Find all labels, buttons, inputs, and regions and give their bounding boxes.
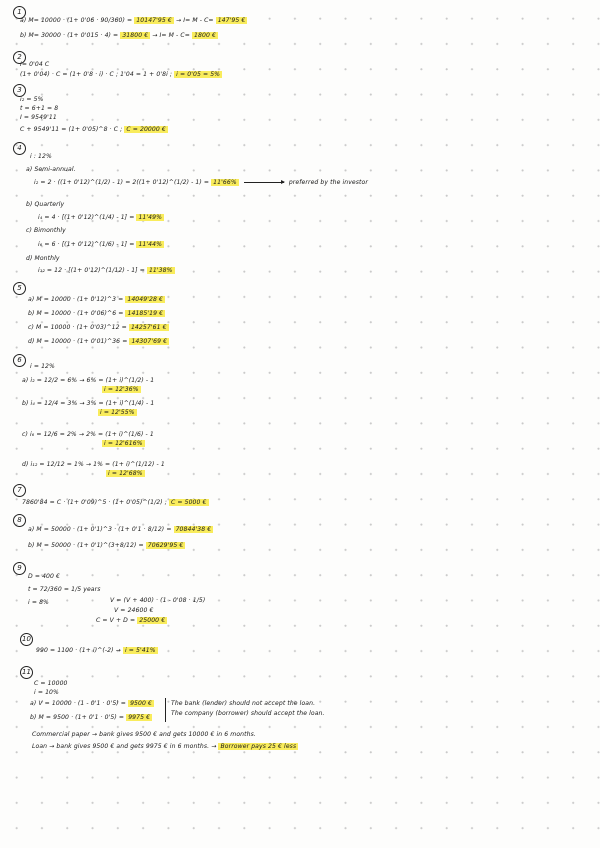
problem5-line-d <box>28 337 169 346</box>
problem5-eq-b: b) M = 10000 · (1+ 0'06)^6 = <box>28 310 124 317</box>
problem5-line-b <box>28 309 165 318</box>
problem3-highlight: C = 20000 € <box>126 126 166 133</box>
problem11-line-a <box>30 699 154 708</box>
problem1-arrow-b: → I= M - C= <box>152 32 190 39</box>
problem4-c-label: c) Bimonthly <box>26 227 66 234</box>
problem-number-10: 10 <box>20 633 33 646</box>
problem9-v-value: 24600 € <box>127 607 154 614</box>
problem8-eq-b: b) M = 50000 · (1+ 0'1)^(3+8/12) = <box>28 542 144 549</box>
problem-number-4: 4 <box>13 142 26 155</box>
problem-number-9: 9 <box>13 562 26 575</box>
problem1-eq-a: a) M= 10000 · (1+ 0'06 · 90/360) = <box>20 17 133 24</box>
problem7-eq: 7860'84 = C · (1+ 0'09)^5 · (1+ 0'05)^(1/2) ; <box>22 499 167 506</box>
problem8-line-a <box>28 525 213 534</box>
problem11-highlight-a: 9500 € <box>130 700 152 707</box>
problem1-highlight-a2: 147'95 € <box>217 17 246 24</box>
problem4-a-line <box>34 178 368 187</box>
problem11-note-2: The company (borrower) should accept the loan. <box>171 710 325 717</box>
problem6-line-b: b) i₄ = 12/4 = 3% → 3% = (1+ i)^(1/4) - 1 <box>22 400 155 407</box>
problem5-highlight-c: 14257'61 € <box>130 324 167 331</box>
problem4-a-highlight: 11'66% <box>213 179 237 186</box>
problem4-a-label: a) Semi-annual. <box>26 166 76 173</box>
problem5-highlight-d: 14307'69 € <box>131 338 168 345</box>
problem6-a-result <box>102 385 141 394</box>
problem11-loan-highlight: Borrower pays 25 € less <box>220 743 297 750</box>
problem1-line-b <box>20 31 218 40</box>
problem2-line-1: I= 0'04 C <box>20 61 50 68</box>
problem-number-3: 3 <box>13 84 26 97</box>
problem11-note-1: The bank (lender) should not accept the loan. <box>171 700 316 707</box>
problem9-right-1: V = (V + 400) · (1 - 0'08 · 1/5) <box>110 597 206 604</box>
problem4-c-highlight: 11'44% <box>138 241 163 248</box>
problem5-line-c <box>28 323 169 332</box>
problem5-eq-d: d) M = 10000 · (1+ 0'01)^36 = <box>28 338 128 345</box>
problem3-line-4 <box>20 125 168 134</box>
problem4-d-label: d) Monthly <box>26 255 60 262</box>
problem1-line-a <box>20 16 247 25</box>
problem-number-5: 5 <box>13 282 26 295</box>
problem11-line-1: C = 10000 <box>34 680 68 687</box>
problem6-line-d: d) i₁₂ = 12/12 = 1% → 1% = (1+ i)^(1/12) - 1 <box>22 461 165 468</box>
problem1-arrow-a: → I= M - C= <box>175 17 214 24</box>
problem6-c-result <box>102 439 145 448</box>
problem6-highlight-c: i = 12'616% <box>104 440 143 447</box>
problem8-line-b <box>28 541 185 550</box>
problem11-eq-b: b) M = 9500 · (1+ 0'1 · 0'5) = <box>30 714 125 721</box>
brace-icon <box>165 698 169 722</box>
problem9-c-label: C = V + D = <box>96 617 138 624</box>
problem5-eq-c: c) M = 10000 · (1+ 0'03)^12 = <box>28 324 127 331</box>
problem-number-1: 1 <box>13 6 26 19</box>
problem5-line-a <box>28 295 165 304</box>
problem6-highlight-a: i = 12'36% <box>104 386 139 393</box>
problem4-a-note: preferred by the investor <box>288 179 368 186</box>
problem4-b-line <box>38 213 164 222</box>
problem9-line-2: t = 72/360 = 1/5 years <box>28 586 101 593</box>
problem6-highlight-d: i = 12'68% <box>108 470 143 477</box>
problem4-d-highlight: 11'38% <box>148 267 173 274</box>
problem3-eq: C + 9549'11 = (1+ 0'05)^8 · C ; <box>20 126 123 133</box>
problem4-b-label: b) Quarterly <box>26 201 65 208</box>
problem9-right-3 <box>96 616 167 625</box>
problem6-d-result <box>106 469 145 478</box>
problem9-line-1: D = 400 € <box>28 573 61 580</box>
problem11-eq-a: a) V = 10000 · (1 - 0'1 · 0'5) = <box>30 700 127 707</box>
arrow-icon <box>244 182 284 183</box>
problem2-eq: (1+ 0'04) · C = (1+ 0'8 · i) · C ; 1'04 = 1 + 0'8i ; <box>20 71 173 78</box>
problem5-highlight-a: 14049'28 € <box>127 296 163 303</box>
problem4-b-highlight: 11'49% <box>138 214 163 221</box>
problem9-line-3: i = 8% <box>28 599 49 606</box>
problem11-loan-text: Loan → bank gives 9500 € and gets 9975 € in 6 months. → <box>32 743 217 750</box>
problem7-highlight: C = 5000 € <box>170 499 207 506</box>
problem-number-2: 2 <box>13 51 26 64</box>
problem2-line-2 <box>20 70 222 79</box>
problem10-line <box>36 646 158 655</box>
problem6-line-a: a) i₂ = 12/2 = 6% → 6% = (1+ i)^(1/2) - 1 <box>22 377 155 384</box>
problem8-eq-a: a) M = 50000 · (1+ 0'1)^3 · (1+ 0'1 · 8/12) = <box>28 526 172 533</box>
problem-number-11: 11 <box>20 666 33 679</box>
problem6-line-c: c) i₆ = 12/6 = 2% → 2% = (1+ i)^(1/6) - 1 <box>22 431 154 438</box>
problem-number-7: 7 <box>13 484 26 497</box>
problem3-line-3: I = 9549'11 <box>20 114 57 121</box>
problem4-b-eq: i₄ = 4 · [(1+ 0'12)^(1/4) - 1] = <box>38 214 135 221</box>
problem11-line-b <box>30 713 152 722</box>
problem8-highlight-b: 70629'95 € <box>147 542 184 549</box>
problem9-right-2 <box>114 606 153 615</box>
problem5-eq-a: a) M = 10000 · (1+ 0'12)^3 = <box>28 296 124 303</box>
problem-number-6: 6 <box>13 354 26 367</box>
problem9-v-label: V = <box>114 607 128 614</box>
problem1-eq-b: b) M= 30000 · (1+ 0'015 · 4) = <box>20 32 119 39</box>
problem11-loan <box>32 742 298 751</box>
problem1-highlight-b2: 1800 € <box>194 32 216 39</box>
problem10-highlight: i = 5'41% <box>124 647 156 654</box>
problem4-c-line <box>38 240 164 249</box>
problem3-line-1: i₂ = 5% <box>20 96 44 103</box>
problem1-highlight-b: 31800 € <box>122 32 149 39</box>
problem6-b-result <box>98 408 137 417</box>
problem6-highlight-b: i = 12'55% <box>100 409 135 416</box>
problem3-line-2: t = 6+1 = 8 <box>20 105 59 112</box>
problem9-highlight: 25000 € <box>139 617 166 624</box>
problem5-highlight-b: 14185'19 € <box>127 310 164 317</box>
problem1-highlight-a: 10147'95 € <box>136 17 172 24</box>
problem4-a-eq: i₂ = 2 · ((1+ 0'12)^(1/2) - 1) = 2((1+ 0'12)^(1/2) - 1) = <box>34 179 210 186</box>
problem11-line-2: i = 10% <box>34 689 59 696</box>
problem4-d-line <box>38 266 175 275</box>
problem4-c-eq: i₆ = 6 · [(1+ 0'12)^(1/6) - 1] = <box>38 241 135 248</box>
problem4-d-eq: i₁₂ = 12 · [(1+ 0'12)^(1/12) - 1] = <box>38 267 145 274</box>
problem10-eq: 990 = 1100 · (1+ i)^(-2) → <box>36 647 121 654</box>
problem4-line-1: i : 12% <box>30 153 52 160</box>
problem-number-8: 8 <box>13 514 26 527</box>
problem6-line-1: i = 12% <box>30 363 55 370</box>
problem11-commercial-paper: Commercial paper → bank gives 9500 € and gets 10000 € in 6 months. <box>32 731 256 738</box>
problem8-highlight-a: 70844'38 € <box>175 526 212 533</box>
problem7-line <box>22 498 209 507</box>
problem11-highlight-b: 9975 € <box>128 714 151 721</box>
problem2-highlight: i = 0'05 = 5% <box>176 71 221 78</box>
